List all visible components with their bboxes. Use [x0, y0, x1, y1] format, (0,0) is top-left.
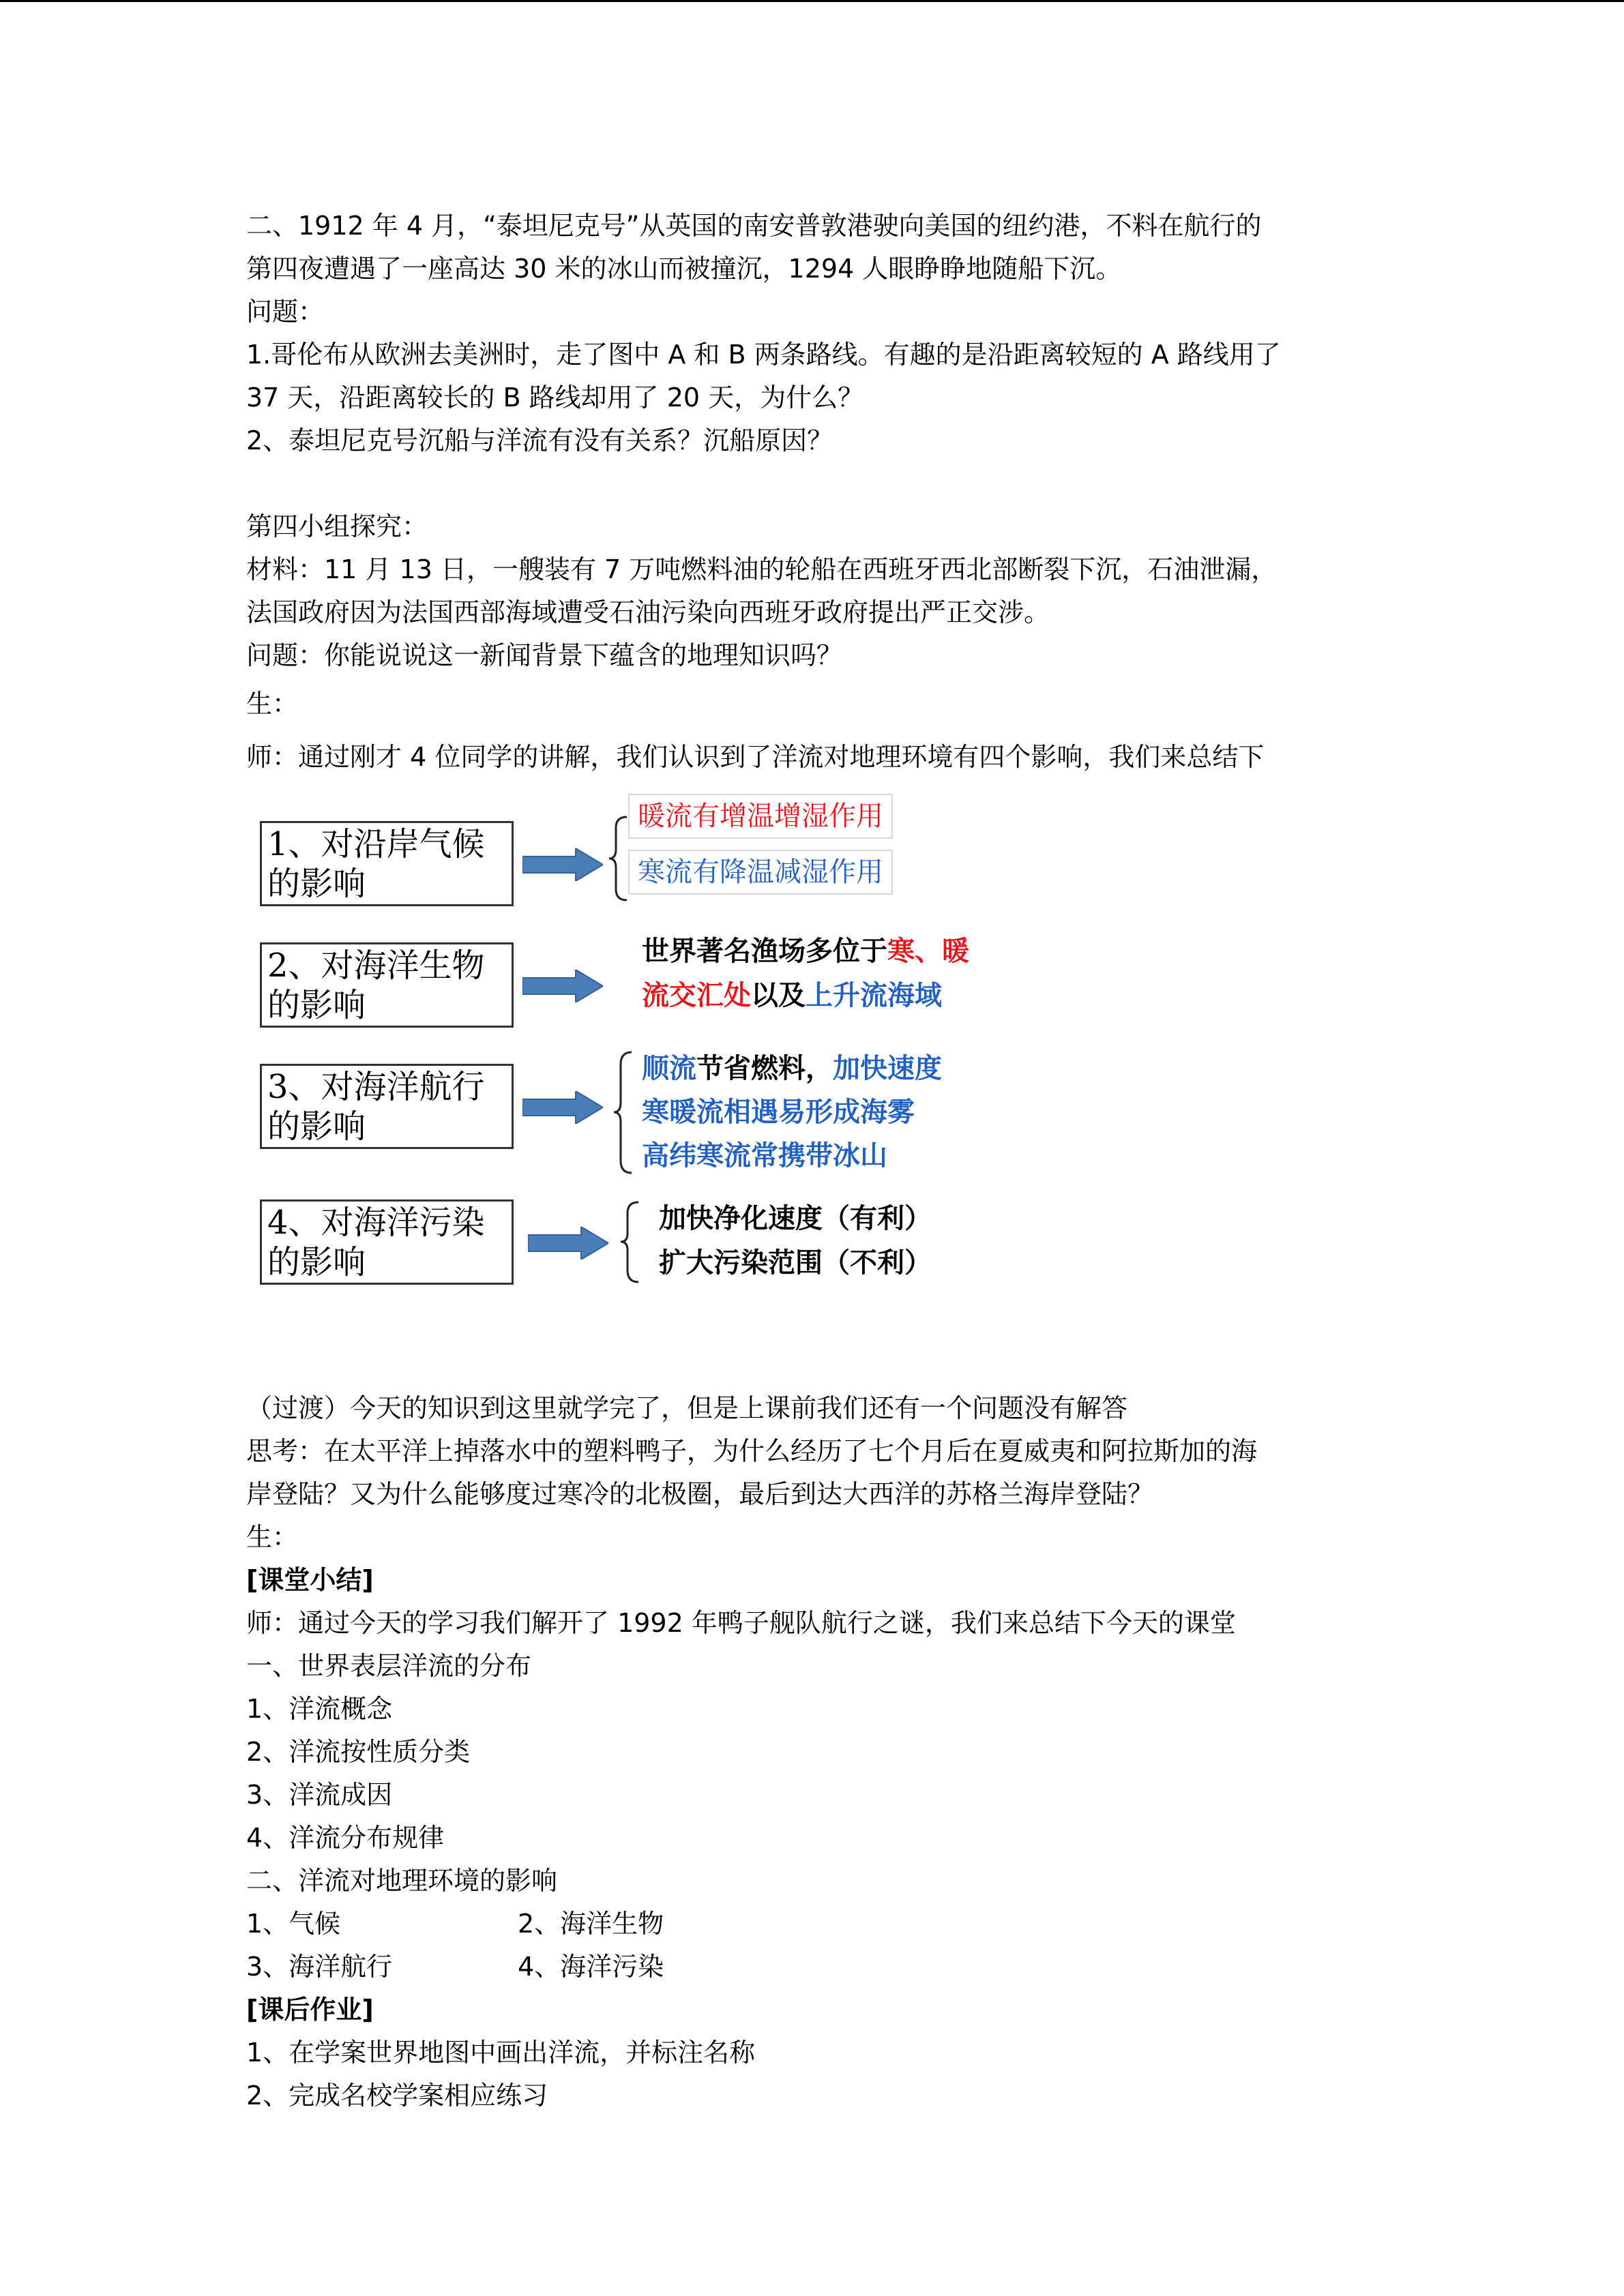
fishery-upwelling: 上升流海域: [806, 980, 942, 1011]
summary-item: 2、海洋生物: [518, 1909, 664, 1939]
summary-item: 1、洋流概念: [246, 1694, 393, 1724]
summary-part-2: 二、洋流对地理环境的影响: [246, 1866, 558, 1896]
pollution-benefit: 加快净化速度（有利）: [659, 1203, 932, 1234]
fishery-text: 世界著名渔场多位于: [642, 936, 887, 967]
group4-title: 第四小组探究：: [246, 511, 428, 541]
box-line-2: 的影响: [267, 865, 366, 903]
question-1-line-1: 1.哥伦布从欧洲去美洲时，走了图中 A 和 B 两条路线。有趣的是沿距离较短的 A 路线用了: [246, 340, 1281, 370]
arrow-icon: [522, 848, 603, 881]
summary-item: 3、海洋航行: [246, 1952, 393, 1982]
summary-item: 1、气候: [246, 1909, 341, 1939]
summary-heading: [课堂小结]: [246, 1565, 374, 1595]
summary-row: [246, 1903, 1392, 1945]
fishery-line-2: [642, 974, 942, 1017]
transition-student: 生：: [246, 1522, 299, 1552]
navigation-icebergs: 高纬寒流常携带冰山: [642, 1140, 887, 1172]
homework-heading: [课后作业]: [246, 1995, 374, 2025]
group4-material-line-1: 材料：11 月 13 日，一艘装有 7 万吨燃料油的轮船在西班牙西北部断裂下沉，石油泄漏，: [246, 554, 1278, 584]
fishery-convergence: 流交汇处: [642, 980, 751, 1011]
arrow-icon: [522, 970, 603, 1002]
impact-box-navigation: [260, 1064, 514, 1149]
summary-item: 2、洋流按性质分类: [246, 1737, 471, 1767]
box-line-2: 的影响: [267, 1243, 366, 1281]
arrow-icon: [522, 1091, 603, 1124]
think-line-1: 思考：在太平洋上掉落水中的塑料鸭子，为什么经历了七个月后在夏威夷和阿拉斯加的海: [246, 1436, 1258, 1466]
question-label: 问题：: [246, 297, 325, 327]
summary-teacher: 师：通过今天的学习我们解开了 1992 年鸭子舰队航行之谜，我们来总结下今天的课堂: [246, 1608, 1236, 1638]
cold-current-effect: 寒流有降温减湿作用: [628, 850, 893, 895]
box-line-2: 的影响: [267, 1107, 366, 1146]
navigation-downstream: 顺流: [642, 1053, 696, 1084]
summary-part-1: 一、世界表层洋流的分布: [246, 1651, 532, 1681]
fishery-and: 以及: [751, 980, 806, 1011]
box-line-1: 2、对海洋生物: [267, 946, 485, 985]
think-line-2: 岸登陆？又为什么能够度过寒冷的北极圈，最后到达大西洋的苏格兰海岸登陆？: [246, 1479, 1154, 1509]
summary-item: 4、海洋污染: [518, 1952, 664, 1982]
warm-current-effect: 暖流有增温增湿作用: [628, 794, 893, 839]
arrow-icon: [528, 1227, 608, 1259]
brace-icon: [611, 1049, 637, 1176]
intro-line-1: 二、1912 年 4 月，“泰坦尼克号”从英国的南安普敦港驶向美国的纽约港，不料在航行的: [246, 211, 1262, 241]
impact-box-climate: [260, 821, 514, 906]
page-top-border: [0, 0, 1624, 2]
navigation-speed-up: 加快速度: [833, 1053, 942, 1084]
ocean-current-impact-diagram: [260, 794, 1392, 1360]
navigation-line-1: [642, 1047, 942, 1090]
group4-teacher: 师：通过刚才 4 位同学的讲解，我们认识到了洋流对地理环境有四个影响，我们来总结下: [246, 742, 1265, 772]
brace-icon: [618, 1199, 644, 1285]
pollution-harm: 扩大污染范围（不利）: [659, 1247, 932, 1279]
question-2: 2、泰坦尼克号沉船与洋流有没有关系？沉船原因？: [246, 426, 833, 456]
impact-box-pollution: [260, 1199, 514, 1285]
group4-student: 生：: [246, 689, 299, 719]
navigation-save-fuel: 节省燃料，: [696, 1053, 833, 1084]
box-line-1: 3、对海洋航行: [267, 1068, 485, 1106]
group4-material-line-2: 法国政府因为法国西部海域遭受石油污染向西班牙政府提出严正交涉。: [246, 597, 1050, 627]
homework-item: 1、在学案世界地图中画出洋流，并标注名称: [246, 2038, 756, 2068]
homework-item: 2、完成名校学案相应练习: [246, 2081, 548, 2111]
navigation-fog: 寒暖流相遇易形成海雾: [642, 1097, 915, 1128]
fishery-warm-cold: 寒、暖: [887, 936, 969, 967]
summary-row: [246, 1945, 1392, 1988]
question-1-line-2: 37 天，沿距离较长的 B 路线却用了 20 天，为什么？: [246, 383, 864, 413]
blank-line: [246, 462, 1392, 505]
document-body: [246, 205, 1392, 2117]
box-line-1: 4、对海洋污染: [267, 1204, 485, 1242]
summary-item: 3、洋流成因: [246, 1780, 393, 1810]
box-line-2: 的影响: [267, 986, 366, 1024]
transition-line: （过渡）今天的知识到这里就学完了，但是上课前我们还有一个问题没有解答: [246, 1393, 1128, 1423]
fishery-line-1: [642, 930, 969, 972]
summary-item: 4、洋流分布规律: [246, 1823, 445, 1853]
box-line-1: 1、对沿岸气候: [267, 825, 485, 863]
intro-line-2: 第四夜遭遇了一座高达 30 米的冰山而被撞沉，1294 人眼睁睁地随船下沉。: [246, 254, 1122, 284]
group4-question: 问题：你能说说这一新闻背景下蕴含的地理知识吗？: [246, 640, 843, 670]
impact-box-marine-life: [260, 942, 514, 1028]
